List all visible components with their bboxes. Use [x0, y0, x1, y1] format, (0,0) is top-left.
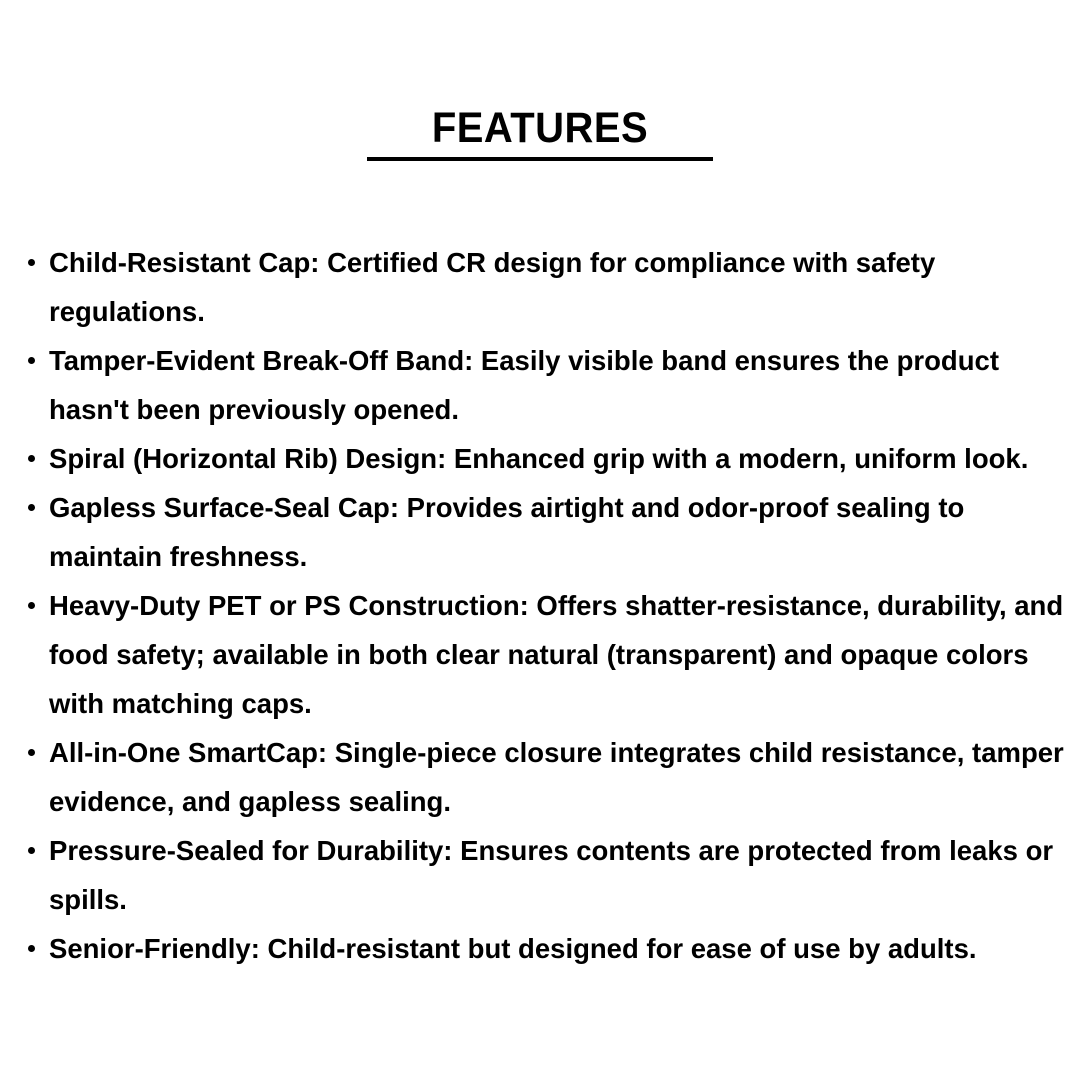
- feature-text: Tamper-Evident Break-Off Band: Easily visible band ensures the product hasn't been previously opened.: [49, 345, 999, 425]
- feature-text: Gapless Surface-Seal Cap: Provides airtight and odor-proof sealing to maintain freshness.: [49, 492, 965, 572]
- list-item: [0, 728, 1080, 826]
- bullet-icon: [28, 602, 35, 609]
- bullet-icon: [28, 455, 35, 462]
- feature-text: All-in-One SmartCap: Single-piece closure integrates child resistance, tamper evidence, and gapless sealing.: [49, 737, 1064, 817]
- feature-text: Pressure-Sealed for Durability: Ensures contents are protected from leaks or spills.: [49, 835, 1054, 915]
- list-item: [0, 434, 1080, 483]
- list-item: [0, 336, 1080, 434]
- bullet-icon: [28, 847, 35, 854]
- bullet-icon: [28, 504, 35, 511]
- list-item: [0, 924, 1080, 973]
- feature-text: Heavy-Duty PET or PS Construction: Offers shatter-resistance, durability, and food safety; available in both clear natural (transparent) and opaque colors with matching caps.: [49, 590, 1064, 719]
- page-title: FEATURES: [431, 104, 649, 152]
- feature-text: Spiral (Horizontal Rib) Design: Enhanced grip with a modern, uniform look.: [49, 443, 1029, 474]
- list-item: [0, 238, 1080, 336]
- bullet-icon: [28, 945, 35, 952]
- feature-text: Senior-Friendly: Child-resistant but designed for ease of use by adults.: [49, 933, 977, 964]
- heading-container: [367, 100, 713, 156]
- list-item: [0, 826, 1080, 924]
- bullet-icon: [28, 259, 35, 266]
- list-item: [0, 581, 1080, 728]
- bullet-icon: [28, 749, 35, 756]
- features-list: [0, 238, 1080, 973]
- feature-text: Child-Resistant Cap: Certified CR design for compliance with safety regulations.: [49, 247, 936, 327]
- list-item: [0, 483, 1080, 581]
- title-underline: [367, 157, 713, 161]
- bullet-icon: [28, 357, 35, 364]
